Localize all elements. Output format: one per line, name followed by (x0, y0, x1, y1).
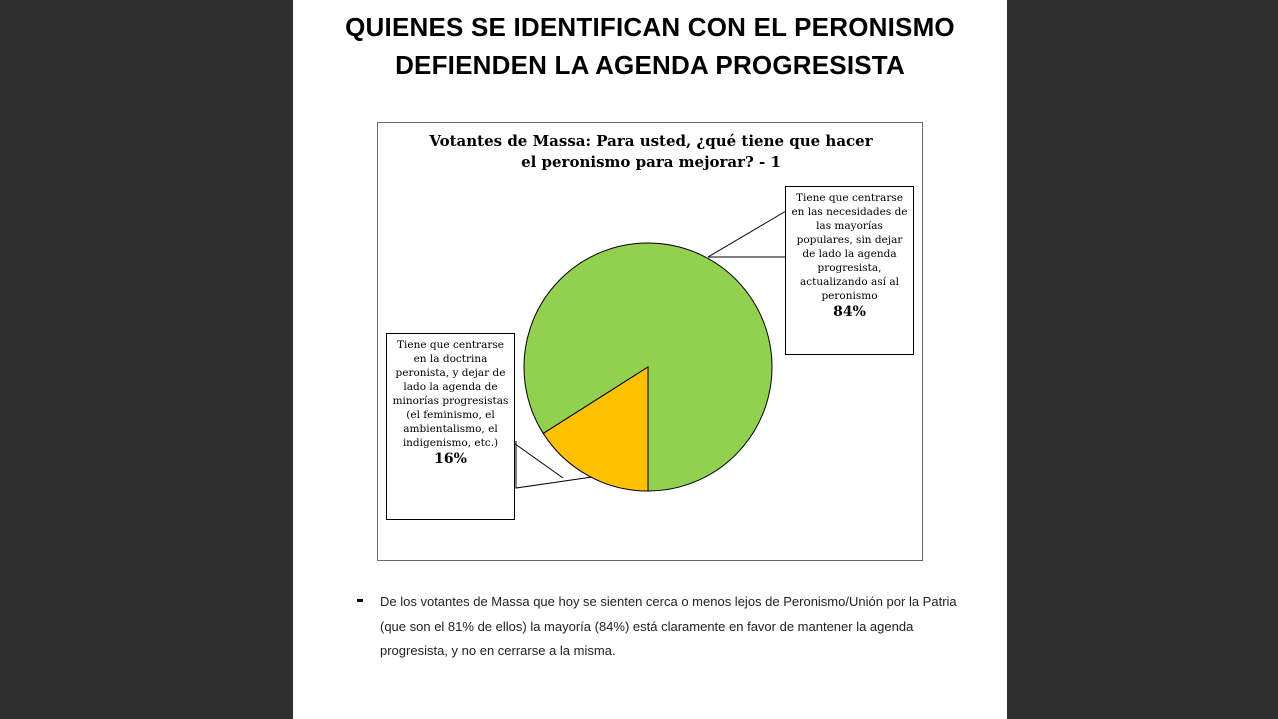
bullet-marker-icon (357, 599, 363, 602)
chart-title-line-2: el peronismo para mejorar? - 1 (521, 153, 781, 171)
pie-chart (377, 122, 923, 561)
slide-page (293, 0, 1007, 719)
callout-large-slice-value: 84% (833, 304, 866, 320)
chart-title-line-1: Votantes de Massa: Para usted, ¿qué tiene que hacer (429, 132, 873, 150)
callout-small-slice (386, 333, 515, 520)
leader-line-large-slice (708, 211, 786, 257)
slide-title-line-2: DEFIENDEN LA AGENDA PROGRESISTA (395, 50, 905, 80)
callout-small-slice-value: 16% (434, 451, 467, 467)
callout-large-slice-label: Tiene que centrarse en las necesidades de las mayorías populares, sin dejar de lado la agenda progresista, actualizando así al peronismo (791, 192, 908, 302)
callout-large-slice (785, 186, 914, 355)
slide-title-line-1: QUIENES SE IDENTIFICAN CON EL PERONISMO (345, 12, 955, 42)
callout-small-slice-label: Tiene que centrarse en la doctrina peronista, y dejar de lado la agenda de minorías progresistas (el feminismo, el ambientalismo, el indigenismo, etc.) (392, 339, 509, 449)
summary-text: De los votantes de Massa que hoy se sienten cerca o menos lejos de Peronismo/Unión por la Patria (que son el 81% de ellos) la mayoría (84%) está claramente en favor de mantener la agenda progresista, y no en cerrarse a la misma. (380, 594, 957, 658)
